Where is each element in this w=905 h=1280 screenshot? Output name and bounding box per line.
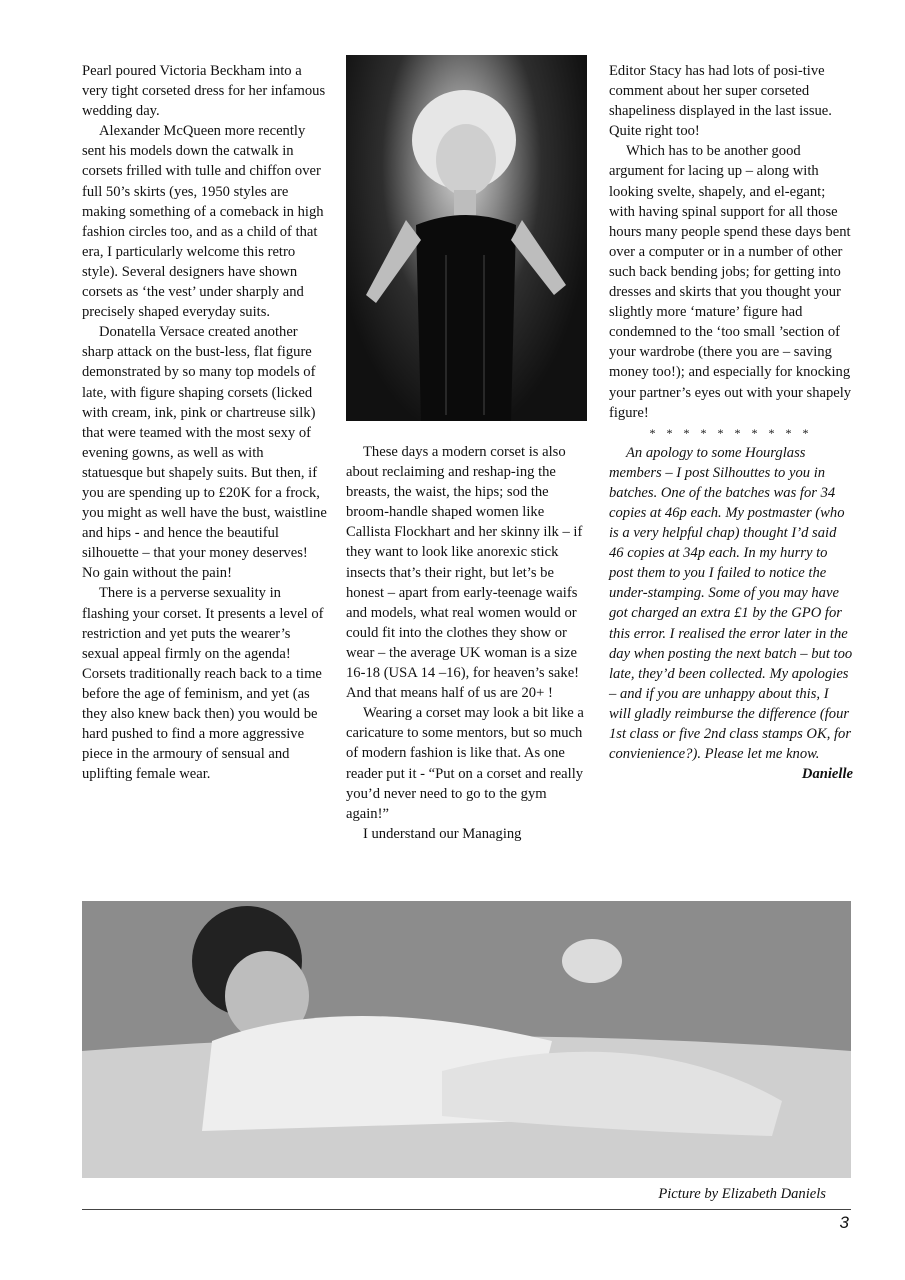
apology-text: An apology to some Hourglass members – I post Silhouttes to you in batches. One of the batches was for 34 copies at 46p each. My postmaster (who is a very helpful chap) thought I’d said 46 copies at 34p each. In my hurry to post them to you I failed to notice the under-stamping. Some of you may have got charged an extra £1 by the GPO for this error. I realised the error later in the day when posting the next batch – but too late, they’d been collected. My apologies – and if you are unhappy about this, I will gladly reimburse the difference (four 1st class or five 2nd class stamps OK, for convienience?). Please let me know. — [609, 444, 853, 763]
column-2 — [346, 442, 591, 844]
apology-notice — [609, 443, 853, 765]
paragraph: Which has to be another good argument for lacing up – along with looking svelte, shapely, and el-egant; with having spinal support for all those hours many people spend these days bent over a computer or in a number of other such back bending jobs; for getting into dresses and skirts that you thought your slightly more ‘mature’ figure had condemned to the ‘too small ’section of your wardrobe (there you are – saving money too!); and especially for knocking your partner’s eyes out with your shapely figure! — [609, 143, 852, 421]
paragraph: Donatella Versace created another sharp attack on the bust-less, flat figure demonstrated by so many top models of late, with figure shaping corsets (licked with cream, ink, pink or chartreuse silk) that were teamed with the most sexy of evening gowns, as well as with statuesque but shapely suits. But then, if you are spending up to £20K for a frock, you might as well have the bust, waistline and hips - and hence the beautiful silhouette – that your money deserves! No gain without the pain! — [82, 324, 327, 582]
paragraph: Alexander McQueen more recently sent his models down the catwalk in corsets frilled with tulle and chiffon over full 50’s skirts (yes, 1950 styles are making something of a comeback in high fashion circles too, and as a child of that era, I particularly welcome this retro style). Several designers have shown corsets as ‘the vest’ under sharply and precisely shaped everyday suits. — [82, 123, 324, 321]
signature: Danielle — [801, 766, 853, 783]
separator: * * * * * * * * * * — [649, 425, 813, 440]
photo-singer-illustration — [346, 55, 587, 421]
column-1 — [82, 61, 328, 784]
paragraph: Editor Stacy has had lots of posi-tive comment about her super corseted shapeliness displayed in the last issue. Quite right too! — [609, 63, 832, 140]
paragraph: I understand our Managing — [363, 825, 522, 842]
footer-rule — [82, 1209, 851, 1210]
page-number: 3 — [839, 1213, 849, 1232]
photo-caption: Picture by Elizabeth Daniels — [658, 1186, 826, 1202]
paragraph: Pearl poured Victoria Beckham into a very tight corseted dress for her infamous wedding day. — [82, 63, 326, 120]
photo-reclining-illustration — [82, 901, 851, 1178]
paragraph: There is a perverse sexuality in flashing your corset. It presents a level of restriction and yet puts the wearer’s sexual appeal firmly on the agenda! Corsets traditionally reach back to a time before the age of feminism, and yet (as they also knew back then) you would be hard pushed to find a more aggressive piece in the armoury of sensual and uplifting female wear. — [82, 585, 324, 783]
paragraph: Wearing a corset may look a bit like a caricature to some mentors, but so much of modern fashion is like that. As one reader put it - “Put on a corset and really you’d never need to go to the gym again!” — [346, 705, 584, 822]
photo-reclining-woman — [82, 901, 851, 1178]
photo-singer-in-corset — [346, 55, 587, 421]
paragraph: These days a modern corset is also about reclaiming and reshap-ing the breasts, the waist, the hips; sod the broom-handle shaped women like Callista Flockhart and her skinny ilk – if they want to look like anorexic stick insects that’s their right, but let’s be honest – apart from early-teenage waifs and models, what real women would or could fit into the clothes they show or wear – the average UK woman is a size 16-18 (USA 14 –16), for heaven’s sake! And that means half of us are 20+ ! — [346, 444, 583, 702]
column-3 — [609, 61, 853, 784]
